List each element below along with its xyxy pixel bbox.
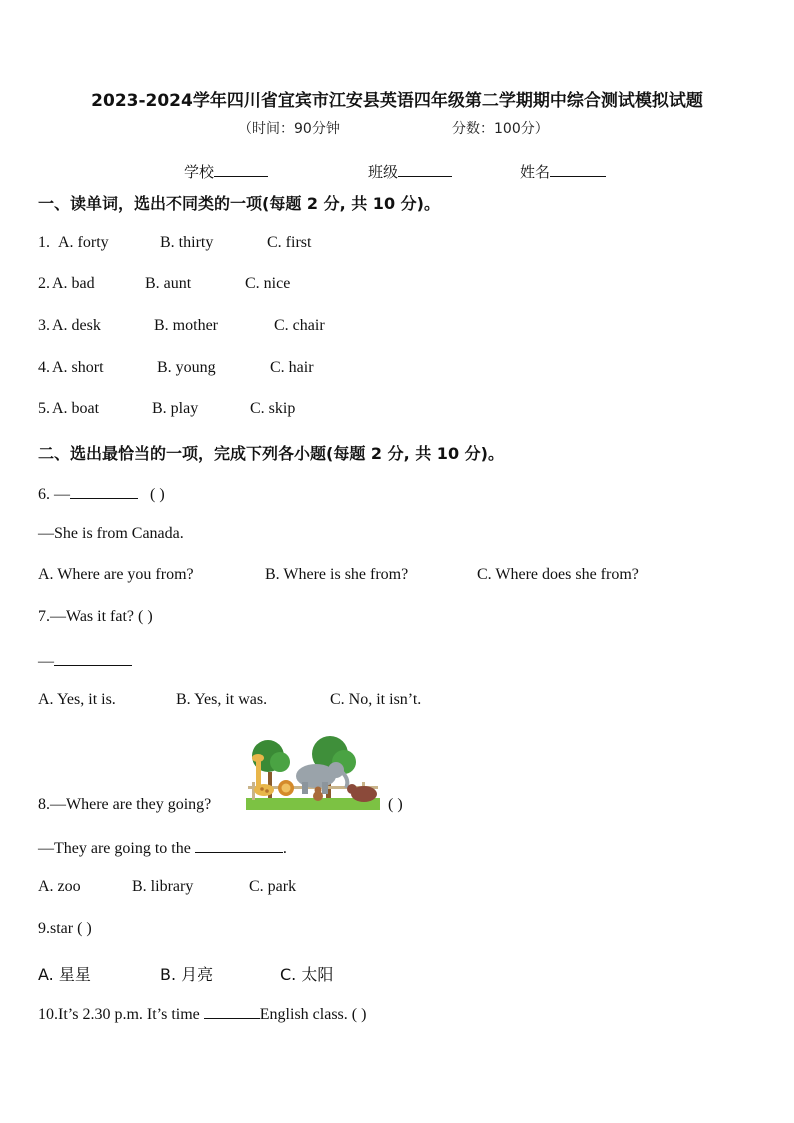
- q8-answer-pre: —They are going to the: [38, 840, 191, 857]
- exam-time: （时间：90分钟: [238, 121, 340, 137]
- q8-answer-post: .: [282, 840, 287, 857]
- q7-option-a: A. Yes, it is.: [38, 691, 116, 708]
- q7-dash: —: [38, 653, 54, 670]
- q8-answer-line: [38, 837, 287, 858]
- class-blank: [398, 162, 452, 177]
- q9-option-b: B. 月亮: [160, 965, 214, 984]
- school-label: 学校: [184, 163, 215, 181]
- zoo-animals-illustration: [246, 732, 386, 812]
- elephant: [296, 762, 347, 794]
- q6-option-b: B. Where is she from?: [265, 566, 409, 583]
- q9-option-a: A. 星星: [38, 965, 91, 984]
- q6-prompt-line: [38, 483, 165, 504]
- name-blank: [550, 162, 606, 177]
- q5-option-b: B. play: [152, 400, 199, 417]
- section1-heading: 一、读单词，选出不同类的一项(每题 2 分, 共 10 分)。: [38, 194, 440, 213]
- q8-option-c: C. park: [249, 878, 297, 895]
- class-field: [368, 161, 452, 182]
- q6-prompt: 6. —: [38, 486, 70, 503]
- q4-option-a: A. short: [52, 359, 104, 376]
- lion: [278, 780, 294, 796]
- q10-pre: 10.It’s 2.30 p.m. It’s time: [38, 1006, 200, 1023]
- section2-heading: 二、选出最恰当的一项，完成下列各小题(每题 2 分, 共 10 分)。: [38, 444, 504, 463]
- exam-title: 2023-2024学年四川省宜宾市江安县英语四年级第二学期期中综合测试模拟试题: [91, 91, 703, 111]
- q7-prompt: 7.—Was it fat? ( ): [38, 608, 153, 625]
- q4-option-c: C. hair: [270, 359, 314, 376]
- q10-line: [38, 1003, 366, 1024]
- q1-option-a: A. forty: [58, 234, 109, 251]
- q6-option-a: A. Where are you from?: [38, 566, 194, 583]
- q3-num: 3.: [38, 317, 50, 334]
- q3-option-b: B. mother: [154, 317, 218, 334]
- q5-option-a: A. boat: [52, 400, 100, 417]
- q8-prompt: 8.—Where are they going?: [38, 796, 212, 813]
- school-field: [184, 161, 268, 182]
- q2-num: 2.: [38, 275, 50, 292]
- q6-answer: —She is from Canada.: [38, 525, 184, 542]
- q3-option-a: A. desk: [52, 317, 101, 334]
- q9-option-c: C. 太阳: [280, 965, 334, 984]
- q7-option-c: C. No, it isn’t.: [330, 691, 422, 708]
- q2-option-b: B. aunt: [145, 275, 192, 292]
- q5-num: 5.: [38, 400, 50, 417]
- q5-option-c: C. skip: [250, 400, 296, 417]
- q8-option-a: A. zoo: [38, 878, 81, 895]
- q4-num: 4.: [38, 359, 50, 376]
- exam-score: 分数：100分）: [452, 121, 549, 137]
- q3-option-c: C. chair: [274, 317, 325, 334]
- school-blank: [214, 162, 268, 177]
- q8-blank: [195, 837, 283, 853]
- q2-option-a: A. bad: [52, 275, 95, 292]
- q8-option-b: B. library: [132, 878, 194, 895]
- q10-post: English class. ( ): [259, 1006, 367, 1023]
- class-label: 班级: [368, 163, 399, 181]
- q6-option-c: C. Where does she from?: [477, 566, 639, 583]
- q6-blank: [70, 483, 138, 499]
- q1-num: 1.: [38, 234, 50, 251]
- q10-blank: [204, 1003, 260, 1019]
- name-field: [520, 161, 606, 182]
- q7-option-b: B. Yes, it was.: [176, 691, 268, 708]
- name-label: 姓名: [520, 163, 551, 181]
- q9-prompt: 9.star ( ): [38, 920, 92, 937]
- q1-option-c: C. first: [267, 234, 312, 251]
- q6-paren: ( ): [150, 486, 165, 503]
- q4-option-b: B. young: [157, 359, 216, 376]
- q1-option-b: B. thirty: [160, 234, 214, 251]
- q7-blank: [54, 650, 132, 666]
- q8-paren: ( ): [388, 796, 403, 813]
- q2-option-c: C. nice: [245, 275, 291, 292]
- q7-answer-line: [38, 650, 132, 671]
